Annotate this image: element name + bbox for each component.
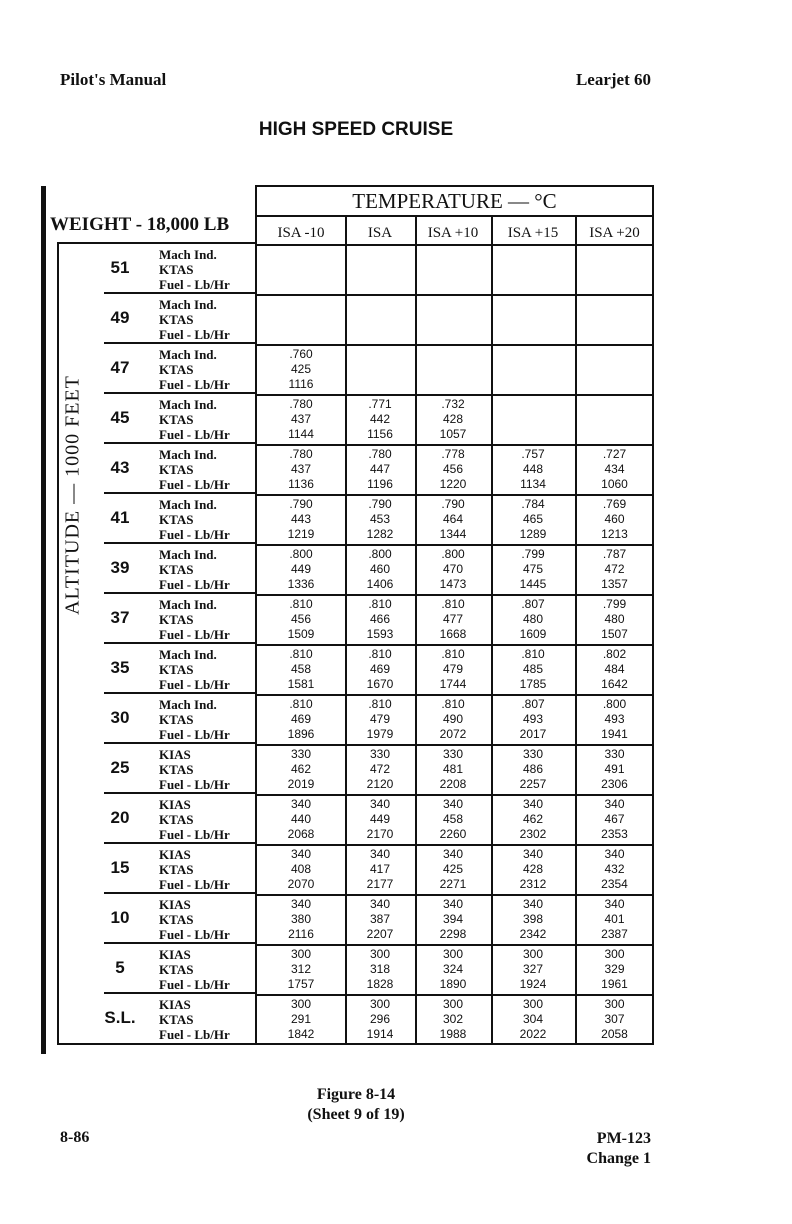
- table-cell: 300 307 2058: [601, 997, 628, 1041]
- row-parameter-label: Mach Ind.: [159, 397, 217, 412]
- table-cell: .810 458 1581: [287, 647, 315, 691]
- row-divider: [257, 294, 652, 296]
- row-divider: [257, 444, 652, 446]
- table-cell: 340 380 2116: [288, 897, 314, 941]
- table-cell: .810 479 1744: [439, 647, 467, 691]
- row-divider: [257, 494, 652, 496]
- row-parameter-label: Mach Ind.: [159, 247, 217, 262]
- table-cell: 340 417 2177: [366, 847, 394, 891]
- row-divider: [257, 394, 652, 396]
- row-parameter-label: Mach Ind.: [159, 447, 217, 462]
- table-cell: 340 449 2170: [366, 797, 394, 841]
- row-parameter-label: KTAS: [159, 912, 194, 927]
- table-cell: .802 484 1642: [601, 647, 628, 691]
- table-cell: 340 387 2207: [366, 897, 394, 941]
- table-cell: 340 408 2070: [287, 847, 315, 891]
- row-parameter-label: Fuel - Lb/Hr: [159, 327, 230, 342]
- row-parameter-label: KIAS: [159, 997, 191, 1012]
- table-cell: .769 460 1213: [601, 497, 628, 541]
- figure-number: Figure 8-14: [316, 1086, 396, 1103]
- label-divider: [104, 542, 257, 544]
- table-cell: 340 401 2387: [601, 897, 628, 941]
- row-divider: [257, 844, 652, 846]
- row-parameter-label: Fuel - Lb/Hr: [159, 777, 230, 792]
- table-cell: .807 493 2017: [519, 697, 547, 741]
- table-cell: 330 486 2257: [519, 747, 547, 791]
- table-cell: .780 437 1136: [288, 447, 314, 491]
- table-cell: .732 428 1057: [439, 397, 467, 441]
- table-cell: .810 479 1979: [366, 697, 394, 741]
- altitude-value: 39: [110, 558, 130, 577]
- row-parameter-label: KIAS: [159, 947, 191, 962]
- table-cell: 340 440 2068: [287, 797, 315, 841]
- table-cell: .790 453 1282: [366, 497, 394, 541]
- row-parameter-label: Fuel - Lb/Hr: [159, 1027, 230, 1042]
- row-parameter-label: Mach Ind.: [159, 547, 217, 562]
- column-header: ISA +15: [507, 225, 559, 241]
- altitude-value: 15: [110, 858, 130, 877]
- table-cell: 300 304 2022: [519, 997, 547, 1041]
- altitude-value: 10: [110, 908, 130, 927]
- row-parameter-label: Fuel - Lb/Hr: [159, 927, 230, 942]
- altitude-value: 25: [110, 758, 130, 777]
- label-divider: [104, 942, 257, 944]
- row-parameter-label: KTAS: [159, 862, 194, 877]
- column-header: ISA: [367, 225, 393, 241]
- row-parameter-label: KTAS: [159, 962, 194, 977]
- row-parameter-label: KTAS: [159, 362, 194, 377]
- page-number: 8-86: [60, 1129, 90, 1146]
- row-parameter-label: KIAS: [159, 797, 191, 812]
- label-divider: [104, 992, 257, 994]
- document-id: [587, 1129, 651, 1169]
- table-cell: 340 394 2298: [439, 897, 467, 941]
- table-cell: .800 460 1406: [366, 547, 394, 591]
- table-cell: 330 472 2120: [366, 747, 394, 791]
- altitude-value: 49: [110, 308, 130, 327]
- change-number: Change 1: [586, 1150, 651, 1167]
- label-divider: [104, 742, 257, 744]
- row-parameter-label: Fuel - Lb/Hr: [159, 427, 230, 442]
- row-divider: [257, 694, 652, 696]
- table-cell: .810 485 1785: [519, 647, 547, 691]
- row-parameter-label: Fuel - Lb/Hr: [159, 527, 230, 542]
- table-cell: .810 490 2072: [439, 697, 467, 741]
- label-divider: [104, 292, 257, 294]
- row-parameter-label: KTAS: [159, 1012, 194, 1027]
- altitude-value: 5: [115, 958, 125, 977]
- figure-caption: [0, 1085, 712, 1125]
- table-cell: .800 449 1336: [287, 547, 315, 591]
- change-bar: [41, 186, 46, 1054]
- row-parameter-label: KTAS: [159, 262, 194, 277]
- table-cell: .800 470 1473: [439, 547, 467, 591]
- row-parameter-label: KTAS: [159, 812, 194, 827]
- table-cell: 300 318 1828: [366, 947, 394, 991]
- document-number: PM-123: [596, 1130, 651, 1147]
- row-parameter-label: KTAS: [159, 662, 194, 677]
- table-cell: 340 432 2354: [601, 847, 628, 891]
- label-divider: [104, 442, 257, 444]
- table-cell: .810 466 1593: [366, 597, 394, 641]
- row-parameter-label: KTAS: [159, 312, 194, 327]
- table-cell: 300 312 1757: [287, 947, 315, 991]
- row-parameter-label: Mach Ind.: [159, 347, 217, 362]
- figure-sheet: (Sheet 9 of 19): [307, 1106, 405, 1123]
- row-parameter-label: Fuel - Lb/Hr: [159, 277, 230, 292]
- header-divider: [257, 244, 652, 246]
- table-cell: .778 456 1220: [439, 447, 467, 491]
- row-parameter-label: KIAS: [159, 897, 191, 912]
- table-cell: .799 480 1507: [601, 597, 628, 641]
- column-header: ISA +20: [589, 225, 640, 241]
- label-divider: [104, 592, 257, 594]
- row-parameter-label: KTAS: [159, 612, 194, 627]
- column-header: ISA +10: [427, 225, 479, 241]
- row-divider: [257, 544, 652, 546]
- table-cell: 300 324 1890: [439, 947, 467, 991]
- table-cell: .810 469 1896: [287, 697, 315, 741]
- table-cell: .810 456 1509: [287, 597, 315, 641]
- label-divider: [104, 892, 257, 894]
- row-parameter-label: Mach Ind.: [159, 647, 217, 662]
- table-cell: 330 462 2019: [287, 747, 315, 791]
- row-parameter-label: Fuel - Lb/Hr: [159, 827, 230, 842]
- row-parameter-label: KTAS: [159, 762, 194, 777]
- table-cell: 340 425 2271: [439, 847, 467, 891]
- altitude-value: 37: [110, 608, 130, 627]
- row-parameter-label: Mach Ind.: [159, 697, 217, 712]
- table-cell: 300 302 1988: [439, 997, 467, 1041]
- temperature-header: TEMPERATURE — °C: [255, 185, 654, 215]
- row-parameter-label: Fuel - Lb/Hr: [159, 677, 230, 692]
- table-cell: 340 467 2353: [601, 797, 628, 841]
- row-parameter-label: Fuel - Lb/Hr: [159, 377, 230, 392]
- altitude-value: 30: [110, 708, 130, 727]
- table-cell: .780 437 1144: [288, 397, 314, 441]
- table-cell: .800 493 1941: [601, 697, 628, 741]
- table-cell: .727 434 1060: [601, 447, 628, 491]
- row-divider: [257, 744, 652, 746]
- altitude-value: 35: [110, 658, 130, 677]
- row-parameter-label: KTAS: [159, 512, 194, 527]
- table-cell: 340 428 2312: [519, 847, 547, 891]
- altitude-value: S.L.: [104, 1008, 136, 1027]
- table-cell: .784 465 1289: [519, 497, 547, 541]
- header-manual-title: Pilot's Manual: [60, 70, 167, 89]
- table-cell: .790 464 1344: [439, 497, 467, 541]
- altitude-value: 47: [110, 358, 130, 377]
- table-cell: 300 296 1914: [366, 997, 394, 1041]
- row-parameter-label: Mach Ind.: [159, 297, 217, 312]
- row-parameter-label: Fuel - Lb/Hr: [159, 727, 230, 742]
- table-cell: .780 447 1196: [367, 447, 393, 491]
- page-title: HIGH SPEED CRUISE: [258, 119, 454, 140]
- table-cell: .771 442 1156: [367, 397, 393, 441]
- column-header: ISA -10: [277, 225, 325, 241]
- altitude-value: 43: [110, 458, 130, 477]
- row-parameter-label: KTAS: [159, 412, 194, 427]
- altitude-value: 51: [110, 258, 130, 277]
- table-cell: .757 448 1134: [520, 447, 546, 491]
- table-cell: .807 480 1609: [519, 597, 547, 641]
- table-cell: 340 462 2302: [519, 797, 547, 841]
- label-divider: [104, 842, 257, 844]
- table-cell: 340 398 2342: [519, 897, 547, 941]
- row-divider: [257, 894, 652, 896]
- row-parameter-label: KIAS: [159, 847, 191, 862]
- altitude-value: 20: [110, 808, 130, 827]
- row-divider: [257, 994, 652, 996]
- label-divider: [104, 692, 257, 694]
- row-parameter-label: Fuel - Lb/Hr: [159, 627, 230, 642]
- row-divider: [257, 344, 652, 346]
- table-cell: 300 329 1961: [601, 947, 628, 991]
- header-aircraft: Learjet 60: [575, 70, 651, 89]
- row-label-panel: [57, 242, 257, 1045]
- altitude-value: 45: [110, 408, 130, 427]
- table-cell: .799 475 1445: [519, 547, 547, 591]
- row-parameter-label: Fuel - Lb/Hr: [159, 577, 230, 592]
- label-divider: [104, 642, 257, 644]
- row-parameter-label: Fuel - Lb/Hr: [159, 477, 230, 492]
- table-cell: .810 477 1668: [439, 597, 467, 641]
- table-cell: 330 491 2306: [601, 747, 628, 791]
- label-divider: [104, 792, 257, 794]
- row-divider: [257, 944, 652, 946]
- row-divider: [257, 644, 652, 646]
- row-parameter-label: KIAS: [159, 747, 191, 762]
- table-cell: 340 458 2260: [439, 797, 467, 841]
- cruise-table: [255, 215, 654, 1045]
- table-cell: .787 472 1357: [601, 547, 628, 591]
- label-divider: [104, 342, 257, 344]
- table-cell: .790 443 1219: [287, 497, 315, 541]
- label-divider: [104, 492, 257, 494]
- table-cell: 300 291 1842: [287, 997, 315, 1041]
- weight-label: WEIGHT - 18,000 LB: [50, 214, 230, 235]
- table-cell: .760 425 1116: [288, 347, 314, 391]
- altitude-axis-label: ALTITUDE — 1000 FEET: [61, 375, 84, 615]
- row-divider: [257, 794, 652, 796]
- row-parameter-label: KTAS: [159, 712, 194, 727]
- row-parameter-label: KTAS: [159, 562, 194, 577]
- altitude-value: 41: [110, 508, 130, 527]
- row-parameter-label: Mach Ind.: [159, 597, 217, 612]
- table-cell: .810 469 1670: [366, 647, 394, 691]
- label-divider: [104, 392, 257, 394]
- table-cell: 300 327 1924: [519, 947, 547, 991]
- row-parameter-label: Fuel - Lb/Hr: [159, 977, 230, 992]
- table-cell: 330 481 2208: [439, 747, 467, 791]
- row-parameter-label: KTAS: [159, 462, 194, 477]
- row-parameter-label: Mach Ind.: [159, 497, 217, 512]
- row-parameter-label: Fuel - Lb/Hr: [159, 877, 230, 892]
- row-divider: [257, 594, 652, 596]
